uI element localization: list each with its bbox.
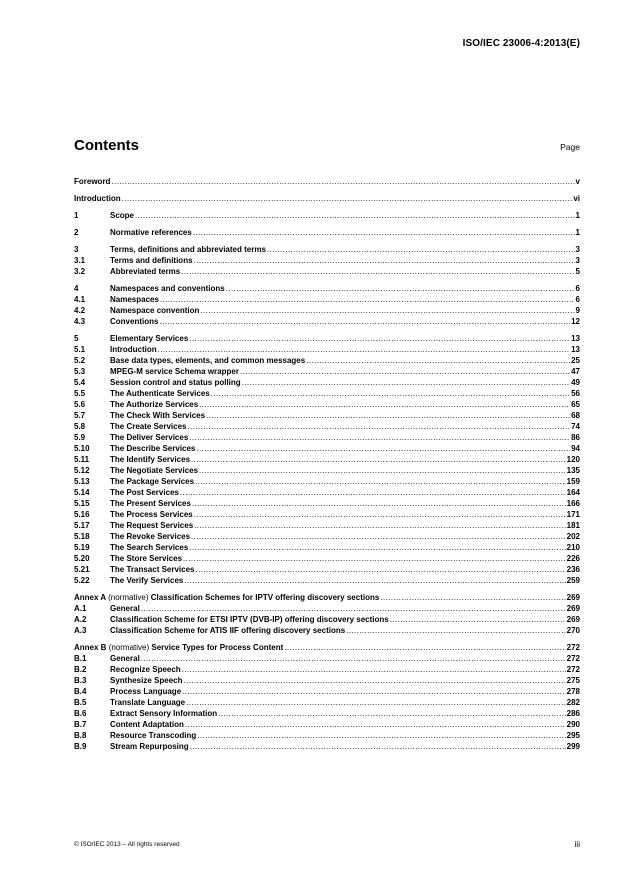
toc-entry-number: 5.11 bbox=[74, 455, 90, 464]
dot-leader bbox=[196, 566, 566, 574]
toc-entry-number: 5.3 bbox=[74, 367, 86, 376]
toc-entry-page: 1 bbox=[575, 228, 580, 237]
toc-entry-number: A.1 bbox=[74, 604, 87, 613]
dot-leader bbox=[218, 710, 566, 718]
toc-entry-title: The Post Services bbox=[110, 488, 179, 497]
toc-entry-title: The Identify Services bbox=[110, 455, 191, 464]
dot-leader bbox=[199, 401, 570, 409]
dot-leader bbox=[180, 489, 566, 497]
toc-entry-title: Base data types, elements, and common messages bbox=[110, 356, 306, 365]
toc-entry-title: The Search Services bbox=[110, 543, 189, 552]
toc-entry[interactable] bbox=[74, 644, 580, 655]
toc-entry-title: Elementary Services bbox=[110, 334, 189, 343]
toc-entry-number: 2 bbox=[74, 228, 79, 237]
toc-entry-title: The Authenticate Services bbox=[110, 389, 210, 398]
dot-leader bbox=[182, 688, 566, 696]
toc-entry-page: 272 bbox=[566, 665, 580, 674]
toc-entry-page: 202 bbox=[566, 532, 580, 541]
dot-leader bbox=[183, 555, 566, 563]
toc-entry-page: 236 bbox=[566, 565, 580, 574]
toc-entry-title bbox=[74, 594, 379, 602]
toc-entry-title: Terms, definitions and abbreviated terms bbox=[110, 245, 266, 254]
toc-entry-title: Terms and definitions bbox=[110, 256, 193, 265]
dot-leader bbox=[193, 229, 575, 237]
toc-entry[interactable] bbox=[74, 743, 580, 754]
toc-entry-page: 25 bbox=[571, 356, 580, 365]
toc-entry-page: 171 bbox=[566, 510, 580, 519]
toc-entry-number: 5.5 bbox=[74, 389, 86, 398]
dot-leader bbox=[188, 423, 571, 431]
toc-entry-title: The Create Services bbox=[110, 422, 187, 431]
dot-leader bbox=[195, 478, 566, 486]
page-column-label: Page bbox=[560, 142, 580, 152]
toc-entry-title: Translate Language bbox=[110, 698, 186, 707]
dot-leader bbox=[111, 178, 574, 186]
toc-entry-number: B.9 bbox=[74, 742, 87, 751]
toc-entry-number: B.5 bbox=[74, 698, 87, 707]
toc-entry-title bbox=[74, 644, 283, 652]
toc-entry-number: 5.12 bbox=[74, 466, 90, 475]
copyright-notice: © ISO/IEC 2013 – All rights reserved bbox=[74, 841, 180, 848]
toc-entry-page: 9 bbox=[575, 306, 580, 315]
toc-entry-title: The Revoke Services bbox=[110, 532, 191, 541]
annex-kind: (normative) bbox=[108, 643, 150, 652]
dot-leader bbox=[240, 368, 570, 376]
toc-entry[interactable] bbox=[74, 594, 580, 605]
toc-entry-page: 166 bbox=[566, 499, 580, 508]
toc-entry-title: Classification Scheme for ATIS IIF offering discovery sections bbox=[110, 626, 346, 635]
toc-entry-number: 5.18 bbox=[74, 532, 90, 541]
toc-entry-number: 5.10 bbox=[74, 444, 90, 453]
toc-entry-page: 278 bbox=[566, 687, 580, 696]
toc-entry-number: 3.2 bbox=[74, 267, 86, 276]
toc-entry-title: General bbox=[110, 604, 140, 613]
toc-entry-title: Synthesize Speech bbox=[110, 676, 183, 685]
toc-entry-title: General bbox=[110, 654, 140, 663]
dot-leader bbox=[189, 544, 565, 552]
annex-title: Service Types for Process Content bbox=[151, 643, 284, 652]
toc-entry-number: 5.15 bbox=[74, 499, 90, 508]
toc-entry-page: 210 bbox=[566, 543, 580, 552]
dot-leader bbox=[122, 195, 573, 203]
toc-entry-page: 1 bbox=[575, 211, 580, 220]
annex-kind: (normative) bbox=[108, 593, 149, 602]
dot-leader bbox=[192, 500, 566, 508]
toc-entry-number: 4.2 bbox=[74, 306, 86, 315]
toc-entry-page: 86 bbox=[571, 433, 580, 442]
toc-entry-title: The Request Services bbox=[110, 521, 194, 530]
toc-entry-title: Abbreviated terms bbox=[110, 267, 181, 276]
toc-entry-page: 286 bbox=[566, 709, 580, 718]
toc-entry-title: Introduction bbox=[74, 194, 121, 203]
toc-entry-page: vi bbox=[573, 194, 580, 203]
document-id: ISO/IEC 23006-4:2013(E) bbox=[462, 38, 580, 49]
toc-entry[interactable] bbox=[74, 178, 580, 189]
dot-leader bbox=[186, 699, 566, 707]
toc-entry-title: Scope bbox=[110, 211, 135, 220]
toc-entry-number: 5.8 bbox=[74, 422, 86, 431]
dot-leader bbox=[185, 721, 566, 729]
toc-entry-page: 56 bbox=[571, 389, 580, 398]
dot-leader bbox=[191, 456, 566, 464]
dot-leader bbox=[141, 605, 566, 613]
toc-entry-page: 5 bbox=[575, 267, 580, 276]
dot-leader bbox=[159, 318, 570, 326]
toc-entry-title: The Check With Services bbox=[110, 411, 206, 420]
toc-entry-page: 164 bbox=[566, 488, 580, 497]
toc-entry-number: 5.20 bbox=[74, 554, 90, 563]
toc-entry-title: Namespaces and conventions bbox=[110, 284, 225, 293]
toc-entry-number: 5.16 bbox=[74, 510, 90, 519]
dot-leader bbox=[200, 307, 574, 315]
toc-entry-title: The Transact Services bbox=[110, 565, 195, 574]
toc-entry-number: 5.2 bbox=[74, 356, 86, 365]
toc-entry-title: The Store Services bbox=[110, 554, 183, 563]
dot-leader bbox=[199, 467, 566, 475]
dot-leader bbox=[197, 732, 565, 740]
toc-entry-number: 5.7 bbox=[74, 411, 86, 420]
toc-entry-page: 74 bbox=[571, 422, 580, 431]
toc-entry-title: The Deliver Services bbox=[110, 433, 189, 442]
dot-leader bbox=[196, 445, 570, 453]
annex-label: Annex A bbox=[74, 593, 106, 602]
toc-entry-number: B.3 bbox=[74, 676, 87, 685]
toc-entry[interactable] bbox=[74, 318, 580, 329]
dot-leader bbox=[226, 285, 575, 293]
toc-entry-title: Normative references bbox=[110, 228, 192, 237]
toc-entry-page: 65 bbox=[571, 400, 580, 409]
toc-entry-title: Session control and status polling bbox=[110, 378, 241, 387]
toc-entry-title: Namespace convention bbox=[110, 306, 200, 315]
toc-entry-page: 275 bbox=[566, 676, 580, 685]
toc-entry-page: 49 bbox=[571, 378, 580, 387]
toc-entry-title: The Verify Services bbox=[110, 576, 184, 585]
toc-entry-page: 13 bbox=[571, 334, 580, 343]
toc-entry-page: 181 bbox=[566, 521, 580, 530]
dot-leader bbox=[183, 677, 565, 685]
toc-entry-page: 6 bbox=[575, 284, 580, 293]
toc-entry-page: 120 bbox=[566, 455, 580, 464]
toc-entry-title: Extract Sensory Information bbox=[110, 709, 218, 718]
toc-entry[interactable] bbox=[74, 195, 580, 206]
dot-leader bbox=[158, 346, 570, 354]
toc-entry-page: 269 bbox=[566, 593, 580, 602]
toc-entry-title: MPEG-M service Schema wrapper bbox=[110, 367, 239, 376]
toc-entry-page: 135 bbox=[566, 466, 580, 475]
toc-entry-page: 269 bbox=[566, 615, 580, 624]
dot-leader bbox=[160, 296, 575, 304]
toc-entry-number: B.2 bbox=[74, 665, 87, 674]
dot-leader bbox=[284, 644, 565, 652]
dot-leader bbox=[206, 412, 570, 420]
toc-entry-number: 4.3 bbox=[74, 317, 86, 326]
toc-entry-title: Content Adaptation bbox=[110, 720, 184, 729]
toc-entry-page: 94 bbox=[571, 444, 580, 453]
toc-entry-page: 13 bbox=[571, 345, 580, 354]
dot-leader bbox=[194, 511, 566, 519]
toc-entry-title: Process Language bbox=[110, 687, 182, 696]
toc-entry-number: 5.6 bbox=[74, 400, 86, 409]
toc-entry-number: B.6 bbox=[74, 709, 87, 718]
toc-entry-page: 290 bbox=[566, 720, 580, 729]
annex-label: Annex B bbox=[74, 643, 107, 652]
toc-entry-number: 5.9 bbox=[74, 433, 86, 442]
dot-leader bbox=[267, 246, 575, 254]
toc-entry-number: 5.14 bbox=[74, 488, 90, 497]
toc-entry-title: Classification Scheme for ETSI IPTV (DVB-IP) offering discovery sections bbox=[110, 615, 389, 624]
toc-entry-number: 3.1 bbox=[74, 256, 86, 265]
page-number: iii bbox=[574, 840, 580, 849]
toc-entry-title: The Present Services bbox=[110, 499, 191, 508]
toc-entry-title: Foreword bbox=[74, 177, 111, 186]
toc-entry-number: 5.4 bbox=[74, 378, 86, 387]
toc-entry-page: 6 bbox=[575, 295, 580, 304]
dot-leader bbox=[211, 390, 570, 398]
toc-entry-number: 4.1 bbox=[74, 295, 86, 304]
toc-entry-title: Stream Repurposing bbox=[110, 742, 189, 751]
toc-entry-page: 47 bbox=[571, 367, 580, 376]
toc-entry-page: 299 bbox=[566, 742, 580, 751]
toc-entry-page: v bbox=[575, 177, 580, 186]
dot-leader bbox=[380, 594, 565, 602]
toc-entry-page: 3 bbox=[575, 256, 580, 265]
toc-entry-number: 5 bbox=[74, 334, 79, 343]
toc-entry-number: B.4 bbox=[74, 687, 87, 696]
toc-entry-number: B.8 bbox=[74, 731, 87, 740]
dot-leader bbox=[189, 335, 570, 343]
dot-leader bbox=[182, 666, 566, 674]
toc-entry-title: Conventions bbox=[110, 317, 159, 326]
toc-entry-title: Introduction bbox=[110, 345, 157, 354]
toc-entry-number: 5.22 bbox=[74, 576, 90, 585]
toc-entry-number: 5.17 bbox=[74, 521, 90, 530]
dot-leader bbox=[190, 743, 566, 751]
toc-entry-title: Resource Transcoding bbox=[110, 731, 197, 740]
toc-entry-number: 5.1 bbox=[74, 345, 86, 354]
toc-entry[interactable] bbox=[74, 627, 580, 638]
toc-entry-title: The Process Services bbox=[110, 510, 193, 519]
toc-entry-number: A.3 bbox=[74, 626, 87, 635]
toc-entry-number: 5.19 bbox=[74, 543, 90, 552]
dot-leader bbox=[306, 357, 570, 365]
dot-leader bbox=[191, 533, 566, 541]
toc-entry-number: B.1 bbox=[74, 654, 87, 663]
toc-entry-page: 159 bbox=[566, 477, 580, 486]
toc-entry-title: The Negotiate Services bbox=[110, 466, 199, 475]
toc-entry-page: 270 bbox=[566, 626, 580, 635]
dot-leader bbox=[141, 655, 566, 663]
toc-entry[interactable] bbox=[74, 229, 580, 240]
toc-entry-title: The Package Services bbox=[110, 477, 195, 486]
dot-leader bbox=[390, 616, 566, 624]
dot-leader bbox=[184, 577, 565, 585]
contents-title: Contents bbox=[74, 137, 139, 154]
toc-entry-number: 5.13 bbox=[74, 477, 90, 486]
toc-entry-page: 269 bbox=[566, 604, 580, 613]
toc-entry-page: 3 bbox=[575, 245, 580, 254]
toc-entry-title: Namespaces bbox=[110, 295, 159, 304]
dot-leader bbox=[189, 434, 570, 442]
dot-leader bbox=[194, 257, 575, 265]
toc-entry-page: 272 bbox=[566, 643, 580, 652]
toc-entry-number: A.2 bbox=[74, 615, 87, 624]
toc-entry-number: 5.21 bbox=[74, 565, 90, 574]
toc-entry-title: The Describe Services bbox=[110, 444, 196, 453]
toc-entry-title: The Authorize Services bbox=[110, 400, 199, 409]
toc-entry-page: 259 bbox=[566, 576, 580, 585]
toc-entry-number: B.7 bbox=[74, 720, 87, 729]
annex-title: Classification Schemes for IPTV offering discovery sections bbox=[150, 593, 380, 602]
table-of-contents bbox=[74, 178, 580, 754]
toc-entry-number: 4 bbox=[74, 284, 79, 293]
toc-entry-page: 282 bbox=[566, 698, 580, 707]
dot-leader bbox=[135, 212, 575, 220]
toc-entry-number: 1 bbox=[74, 211, 79, 220]
toc-entry[interactable] bbox=[74, 212, 580, 223]
toc-entry-page: 226 bbox=[566, 554, 580, 563]
dot-leader bbox=[194, 522, 565, 530]
toc-entry-page: 295 bbox=[566, 731, 580, 740]
toc-entry-number: 3 bbox=[74, 245, 79, 254]
toc-entry[interactable] bbox=[74, 268, 580, 279]
toc-entry[interactable] bbox=[74, 577, 580, 588]
toc-entry-page: 68 bbox=[571, 411, 580, 420]
dot-leader bbox=[181, 268, 574, 276]
dot-leader bbox=[242, 379, 570, 387]
dot-leader bbox=[346, 627, 565, 635]
toc-entry-title: Recognize Speech bbox=[110, 665, 181, 674]
toc-entry-page: 12 bbox=[571, 317, 580, 326]
toc-entry-page: 272 bbox=[566, 654, 580, 663]
